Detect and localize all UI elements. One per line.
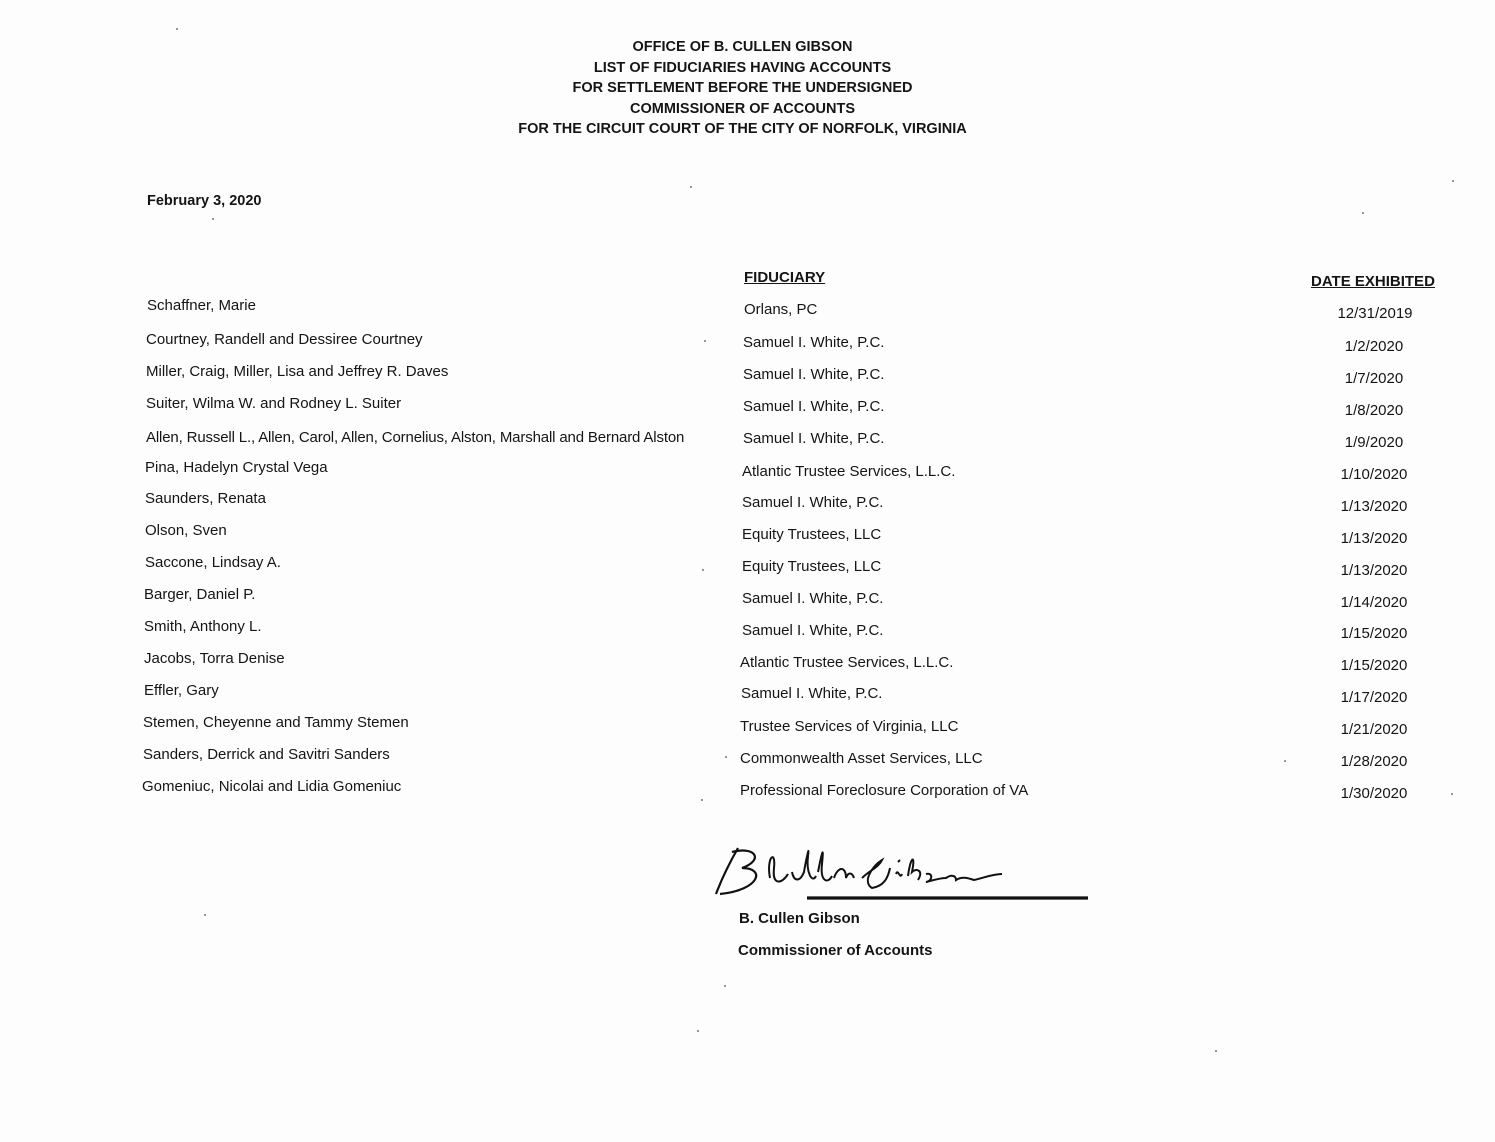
row-date: 1/21/2020: [1340, 721, 1408, 738]
row-name: Pina, Hadelyn Crystal Vega: [145, 459, 328, 476]
row-date: 1/2/2020: [1344, 338, 1404, 355]
row-name: Miller, Craig, Miller, Lisa and Jeffrey R. Daves: [146, 363, 449, 380]
row-date: 1/13/2020: [1340, 530, 1408, 547]
signatory-title: Commissioner of Accounts: [738, 942, 933, 959]
row-fiduciary: Samuel I. White, P.C.: [742, 494, 884, 511]
row-name: Jacobs, Torra Denise: [144, 650, 285, 667]
row-fiduciary: Samuel I. White, P.C.: [742, 622, 884, 639]
row-name: Smith, Anthony L.: [144, 618, 262, 635]
row-date: 1/14/2020: [1340, 594, 1408, 611]
scan-speck: [702, 569, 704, 571]
row-fiduciary: Samuel I. White, P.C.: [743, 398, 885, 415]
document-date: February 3, 2020: [147, 193, 262, 209]
row-name: Stemen, Cheyenne and Tammy Stemen: [143, 714, 409, 731]
signatory-name: B. Cullen Gibson: [739, 910, 860, 927]
document-header: [0, 37, 1495, 140]
header-line-list: LIST OF FIDUCIARIES HAVING ACCOUNTS: [593, 59, 892, 76]
row-fiduciary: Samuel I. White, P.C.: [742, 590, 884, 607]
scan-speck: [690, 186, 692, 188]
row-name: Saccone, Lindsay A.: [145, 554, 281, 571]
row-fiduciary: Professional Foreclosure Corporation of VA: [740, 782, 1029, 799]
row-date: 1/7/2020: [1344, 370, 1404, 387]
scan-speck: [725, 756, 727, 758]
row-name: Courtney, Randell and Dessiree Courtney: [146, 331, 423, 348]
row-date: 1/9/2020: [1344, 434, 1404, 451]
column-header-date-exhibited: DATE EXHIBITED: [1311, 273, 1435, 290]
scan-speck: [704, 340, 706, 342]
row-name: Gomeniuc, Nicolai and Lidia Gomeniuc: [142, 778, 402, 795]
row-fiduciary: Atlantic Trustee Services, L.L.C.: [742, 463, 956, 480]
row-fiduciary: Samuel I. White, P.C.: [743, 366, 885, 383]
row-date: 12/31/2019: [1337, 305, 1413, 322]
row-date: 1/17/2020: [1340, 689, 1408, 706]
row-fiduciary: Atlantic Trustee Services, L.L.C.: [740, 654, 954, 671]
row-fiduciary: Commonwealth Asset Services, LLC: [740, 750, 983, 767]
row-name: Saunders, Renata: [145, 490, 266, 507]
row-fiduciary: Samuel I. White, P.C.: [743, 334, 885, 351]
row-date: 1/15/2020: [1340, 625, 1408, 642]
row-name: Schaffner, Marie: [147, 297, 256, 314]
row-fiduciary: Samuel I. White, P.C.: [743, 430, 885, 447]
scan-speck: [701, 799, 703, 801]
row-name: Allen, Russell L., Allen, Carol, Allen, Cornelius, Alston, Marshall and Bernard Alston: [146, 429, 685, 446]
header-line-court: FOR THE CIRCUIT COURT OF THE CITY OF NORFOLK, VIRGINIA: [518, 121, 967, 137]
row-date: 1/28/2020: [1340, 753, 1408, 770]
header-line-commissioner: COMMISSIONER OF ACCOUNTS: [629, 100, 856, 117]
scan-speck: [724, 985, 726, 987]
header-line-office: OFFICE OF B. CULLEN GIBSON: [632, 39, 853, 55]
row-date: 1/13/2020: [1340, 498, 1408, 515]
row-fiduciary: Orlans, PC: [744, 301, 818, 318]
row-date: 1/8/2020: [1344, 402, 1404, 419]
scan-speck: [1451, 793, 1453, 795]
row-date: 1/15/2020: [1340, 657, 1408, 674]
row-name: Suiter, Wilma W. and Rodney L. Suiter: [146, 395, 402, 412]
column-header-fiduciary: FIDUCIARY: [744, 269, 826, 286]
scan-speck: [1215, 1050, 1217, 1052]
signature-graphic: [712, 838, 1092, 904]
row-name: Barger, Daniel P.: [144, 586, 256, 603]
row-name: Sanders, Derrick and Savitri Sanders: [143, 746, 390, 763]
row-name: Effler, Gary: [144, 682, 219, 699]
scan-speck: [1452, 180, 1454, 182]
row-fiduciary: Equity Trustees, LLC: [742, 558, 882, 575]
row-fiduciary: Trustee Services of Virginia, LLC: [740, 718, 959, 735]
row-name: Olson, Sven: [145, 522, 227, 539]
scan-speck: [1284, 760, 1286, 762]
scan-speck: [204, 914, 206, 916]
row-date: 1/13/2020: [1340, 562, 1408, 579]
scan-speck: [212, 218, 214, 220]
row-fiduciary: Equity Trustees, LLC: [742, 526, 882, 543]
row-date: 1/30/2020: [1340, 785, 1408, 802]
scan-speck: [176, 28, 178, 30]
scan-speck: [1362, 212, 1364, 214]
row-date: 1/10/2020: [1340, 466, 1408, 483]
scan-speck: [697, 1030, 699, 1032]
header-line-settlement: FOR SETTLEMENT BEFORE THE UNDERSIGNED: [572, 80, 913, 96]
row-fiduciary: Samuel I. White, P.C.: [741, 685, 883, 702]
